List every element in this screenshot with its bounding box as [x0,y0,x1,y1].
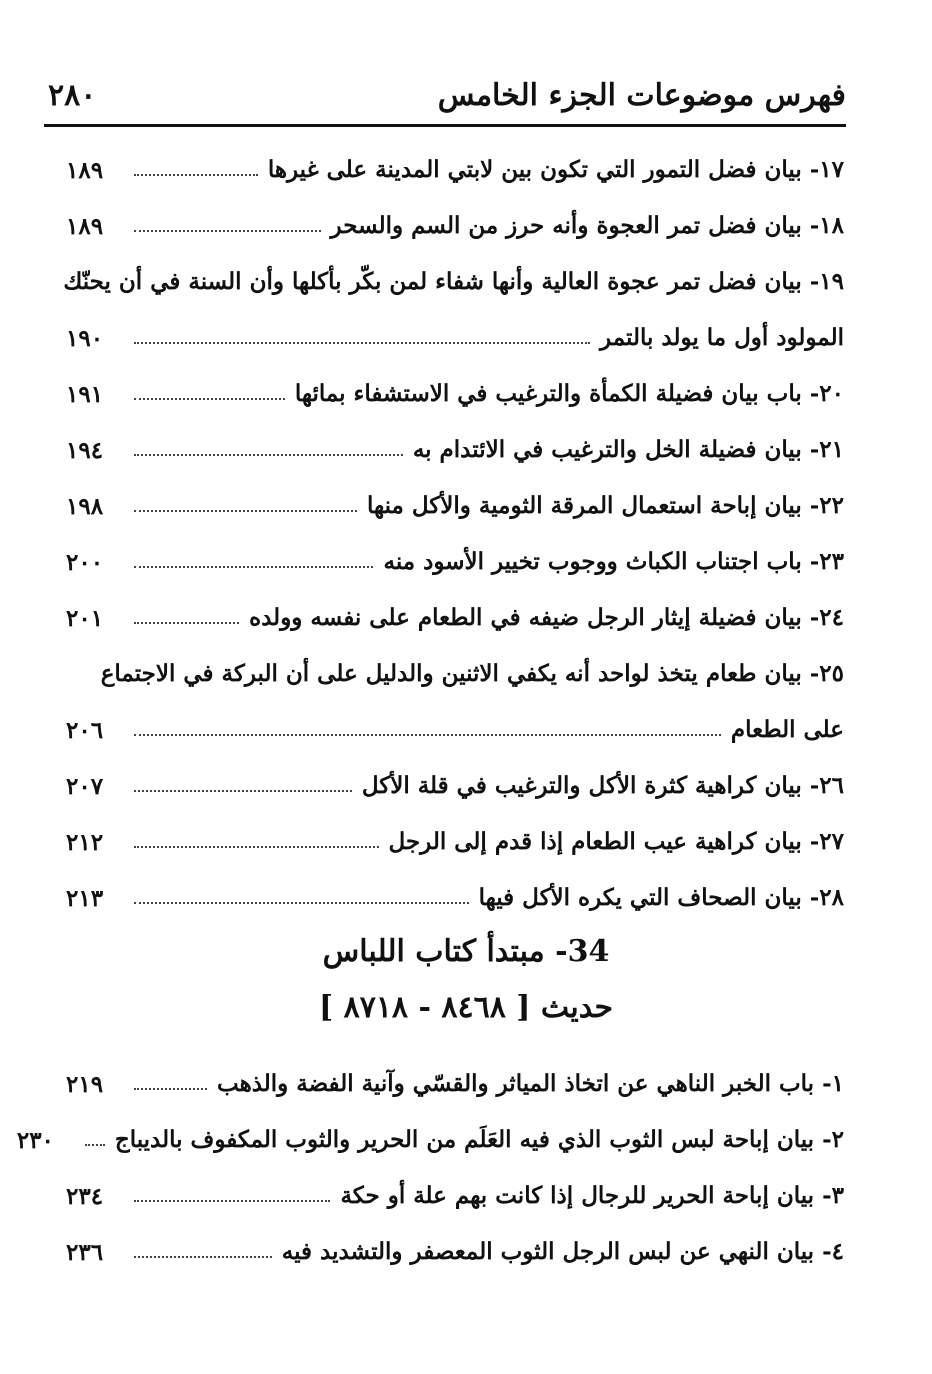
page-number: ٢٨٠ [48,78,97,113]
leader-dots [85,1144,105,1146]
toc-entry [66,750,844,806]
entry-title: ٢٥- بيان طعام يتخذ لواحد أنه يكفي الاثنين والدليل على أن البركة في الاجتماع [100,660,844,688]
entry-page: ١٩٤ [66,437,104,464]
entry-page: ٢٠٠ [66,549,104,576]
entry-title: ٢٠- باب بيان فضيلة الكمأة والترغيب في الاستشفاء بمائها [294,380,844,408]
page-header [44,72,846,122]
toc-entry [66,526,844,582]
toc-entry [66,806,844,862]
entry-title: ٢٤- بيان فضيلة إيثار الرجل ضيفه في الطعام على نفسه وولده [249,604,844,632]
entry-title: ٣- بيان إباحة الحرير للرجال إذا كانت بهم علة أو حكة [340,1182,844,1210]
entry-page: ٢١٣ [66,885,104,912]
entry-title: ٢١- بيان فضيلة الخل والترغيب في الائتدام به [412,436,844,464]
toc-entry [66,862,844,918]
entry-page: ٢٣٠ [16,1127,54,1154]
toc-list-part1 [63,134,844,918]
section-heading: 34- مبتدأ كتاب اللباس [322,934,610,969]
leader-dots [134,510,357,512]
entry-title: ٤- بيان النهي عن لبس الرجل الثوب المعصفر والتشديد فيه [281,1238,844,1266]
header-rule [44,124,846,127]
leader-dots [134,398,285,400]
entry-page: ٢٣٤ [66,1183,104,1210]
leader-dots [134,734,721,736]
entry-page: ١٩٠ [66,325,104,352]
leader-dots [134,622,239,624]
entry-title: ٢٧- بيان كراهية عيب الطعام إذا قدم إلى الرجل [388,828,844,856]
entry-title: ٢٢- بيان إباحة استعمال المرقة الثومية والأكل منها [367,492,844,520]
toc-entry-continuation [66,302,844,358]
entry-title: ١٩- بيان فضل تمر عجوة العالية وأنها شفاء لمن بكّر بأكلها وأن السنة في أن يحنّك [63,268,844,296]
leader-dots [134,342,590,344]
toc-entry [66,582,844,638]
entry-page: ١٩١ [66,381,104,408]
entry-title: ١٨- بيان فضل تمر العجوة وأنه حرز من السم والسحر [330,212,844,240]
entry-title: ٢٣- باب اجتناب الكباث ووجوب تخيير الأسود منه [383,548,844,576]
entry-title: ١٧- بيان فضل التمور التي تكون بين لابتي المدينة على غيرها [267,156,844,184]
leader-dots [134,1256,272,1258]
leader-dots [134,1088,207,1090]
toc-list-part2 [16,1048,844,1272]
toc-entry-continuation [66,694,844,750]
entry-title: ١- باب الخبر الناهي عن اتخاذ المياثر والقسّي وآنية الفضة والذهب [216,1070,844,1098]
entry-title: ٢٨- بيان الصحاف التي يكره الأكل فيها [478,884,844,912]
toc-entry [66,190,844,246]
toc-entry [66,1048,844,1104]
entry-title: ٢٦- بيان كراهية كثرة الأكل والترغيب في قلة الأكل [361,772,844,800]
leader-dots [134,230,321,232]
toc-entry [66,358,844,414]
leader-dots [134,846,379,848]
entry-page: ١٩٨ [66,493,104,520]
running-title: فهرس موضوعات الجزء الخامس [437,78,846,113]
entry-title: المولود أول ما يولد بالتمر [600,324,844,352]
toc-entry [66,414,844,470]
entry-page: ١٨٩ [66,213,104,240]
toc-entry [66,470,844,526]
entry-page: ٢٠١ [66,605,104,632]
entry-page: ٢٣٦ [66,1239,104,1266]
leader-dots [134,1200,330,1202]
leader-dots [134,454,403,456]
entry-page: ٢٠٧ [66,773,104,800]
toc-entry [66,638,844,694]
entry-title: ٢- بيان إباحة لبس الثوب الذي فيه العَلَم من الحرير والثوب المكفوف بالديباج [114,1126,844,1154]
leader-dots [134,902,469,904]
entry-page: ٢١٩ [66,1071,104,1098]
toc-entry [16,1104,844,1160]
leader-dots [134,566,373,568]
entry-title: على الطعام [730,716,844,744]
entry-page: ٢٠٦ [66,717,104,744]
entry-page: ١٨٩ [66,157,104,184]
toc-entry [66,134,844,190]
toc-entry [66,1216,844,1272]
toc-entry [66,1160,844,1216]
section-hadith-range: حديث [ ٨٤٦٨ - ٨٧١٨ ] [318,990,614,1025]
toc-entry [63,246,844,302]
entry-page: ٢١٢ [66,829,104,856]
leader-dots [134,174,258,176]
leader-dots [134,790,352,792]
